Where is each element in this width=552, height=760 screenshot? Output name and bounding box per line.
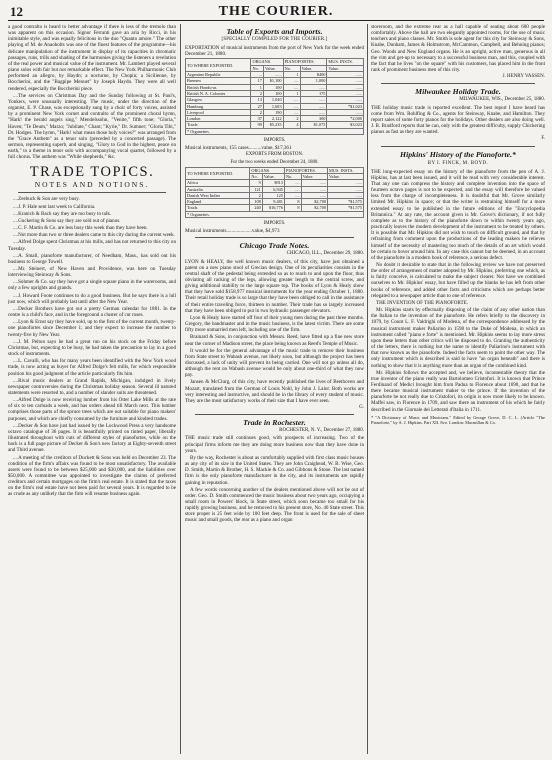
table-group-header: ORGANS. [250, 167, 285, 173]
table-cell: 13 [251, 97, 263, 103]
table-cell: 100 [263, 90, 283, 96]
table-cell: 175 [300, 90, 327, 96]
paragraph: THE holiday music trade is reported excellent. The best report I have heard has come from Wm. Rohlfing & Co., agents for Steinway, Knabe, and Hamilton. They report sales of some forty pianos for the holidays. Other dealers are also doing well. J. B. Bradford reports that he can, only with the greatest difficulty, supply Chickering pianos as fast as they are wanted. [371, 104, 545, 136]
paragraph: ....The services on Christmas Day and the Sunday following at St. Paul's, Yonkers, were unusually interesting. The music, under the direction of the organist, E. P. Chase, was exceptionally sung by a choir of forty voices, assisted by a prominent New York cornet and contralto of the prominent choral hymn, "Hark! the herald angels sing," Mendelssohn, "Venite," fifth tone; "Gloria," Haven; "Te Deum," Marzo; "Jubilate," Chant; "Kyrie," Dr. Sumner; "Gloria Tibi," Dr. Hodges. The hymn, "Hark! what mean those holy voices?" was arranged from the "Grace Anthem" as a tenor solo (preceded by a concerted passage). The sermon, representing superb, and singing, "Glory to God in the highest, peace on earth," to a theme in tenor solo with accompanying vocal quartet, followed by a full chorus. The anthem was "While shepherds," &c. [8, 92, 176, 161]
table-cell: ...... [328, 192, 364, 198]
trade-note: ....Mr. Steinert, of New Haven and Providence, was here on Tuesday interviewing Steinway & Sons. [8, 266, 176, 279]
column-1 [8, 24, 176, 754]
boston-exports-heading: EXPORTS FROM BOSTON. [245, 152, 304, 158]
table-cell: Liverpool [186, 109, 251, 115]
table-cell: 300 [300, 116, 327, 122]
table-group-header: MUS. INSTS. [328, 167, 364, 173]
table-cell: ...... [300, 97, 327, 103]
table-cell: $5,235 [263, 122, 283, 128]
hipkins-article [371, 169, 545, 413]
chicago-signature: G. [359, 405, 364, 411]
table-cell: *$1,023 [327, 103, 364, 109]
table-cell: ...... [301, 186, 327, 192]
table-cell: 8 [284, 199, 301, 205]
table-cell: ...... [328, 186, 364, 192]
section-rule [381, 83, 535, 84]
table-cell: 37 [251, 116, 263, 122]
exports-table-boston [185, 167, 364, 218]
milwaukee-title: Milwaukee Holiday Trade. [415, 87, 501, 97]
table-cell: $1,075 [300, 122, 327, 128]
table-cell: .... [284, 186, 301, 192]
table-subheader: Value. [301, 173, 327, 179]
paragraph: Mr. Hipkins follows the accepted and, we believe, incontestable theory that the true inventor of the piano really was Bartolomeo Cristofori. It is known that Prince Ferdinand of Medici brought him from Padua to Florence about 1690, and that he there became musical instrument maker to the prince. If the invention of the pianoforte be not really due to Cristofori, its origin is now more likely to be known. Maffei saw, in Florence in 1709, and saw there an instrument of his which he fairly described in the Giornale dei Letterati d'Italia in 1711. [371, 369, 545, 413]
rochester-article-continued [371, 24, 545, 73]
column-divider [367, 24, 368, 754]
table-cell: .... [283, 109, 300, 115]
paragraph: THE INVENTION OF THE PIANOFORTE. [376, 299, 468, 306]
table-cell: 2 [250, 192, 262, 198]
table-note: * Organettes. [186, 211, 364, 217]
table-cell: $400 [300, 72, 327, 78]
notes-heading: NOTES AND NOTIONS. [34, 180, 150, 190]
paragraph: LYON & HEALY, the well known music dealers, of this city, have just obtained a patent on a new piano stool of Grecian design. One of its peculiarities consists in the central shaft of the pedestal being extended so as to reach to and upon the floor, thus obviating all racking of the legs, allowing greater length to the central screw, and giving additional stability to the large square top. The books of Lyon & Healy show that they have sold $158,977 musical instruments for the year ending October 1, 1880. Their retail holiday trade is so large that they have been obliged to call in the assistance of their entire traveling force, thirteen in number. Their trade has so largely increased that they have been obliged to put in two hydraulic passenger elevators. [185, 258, 364, 314]
exports-table-new-york [185, 58, 364, 135]
hipkins-byline: BY I. FINCK, M. BOYD. [427, 160, 489, 166]
paragraph: No doubt it desirable to state that in the following review we have not preserved the order of arrangement of matter adopted by Mr. Hipkins, preferring one which, as is fairly conceive, is calculated to make the subject clearer. Nor have we combined ourselves to Mr. Hipkins' essay, but have filled up the blanks he has left from other books of reference, and added other facts and criticisms which are perhaps better relegated to a newspaper article than to one of reference. [371, 262, 545, 299]
table-subheader: No. [250, 173, 262, 179]
table-cell: ...... [327, 72, 364, 78]
table-subheader: Value. [300, 65, 327, 71]
table-cell: 100 [263, 84, 283, 90]
section-rule [381, 146, 535, 147]
table-cell: ...... [328, 180, 364, 186]
milwaukee-signature: F. [541, 136, 545, 142]
column-divider [180, 24, 181, 754]
paragraph: A few words concerning another of the dealers mentioned above will not be out of order. Geo. D. Smith commenced the music business about two years ago, occupying a small room in Powers' block, in State street, which soon became too small for his rapidly growing business, and he removed to his present store, No. 40 State street. This store proper is 25 feet wide by 100 feet deep. The front is used for the sale of sheet music and small goods, the rear as a piano and organ [185, 486, 364, 524]
hipkins-title: Hipkins' History of the Pianoforte.* [400, 149, 516, 159]
table-cell: 121 [250, 186, 262, 192]
table-cell: 99 [251, 122, 263, 128]
table-cell: Hamburg [186, 103, 251, 109]
milwaukee-article [371, 105, 545, 136]
table-cell: ...... [327, 97, 364, 103]
imports-heading: IMPORTS. [263, 221, 286, 227]
table-cell: ...... [301, 192, 327, 198]
table-cell: ...... [263, 72, 283, 78]
table-group-header: PIANOFORTES. [283, 59, 327, 65]
column-2 [185, 24, 364, 754]
table-cell: $2,700 [301, 205, 327, 211]
header-rule [8, 20, 544, 21]
paragraph: Brainard & Sons, in conjunction with Messrs. Reed, have fitted up a fine new store near the corner of Madison street, the place being known as Reed's Temple of Music. [185, 334, 364, 347]
trade-note: ....Decker Brothers have got out a pretty German calendar for 1881. In the centre is a child's face, and in the foreground a cluster of cut roses. [8, 305, 176, 319]
milwaukee-dateline: MILWAUKEE, WIS., December 25, 1880. [459, 97, 545, 103]
trade-note: ....Kranich & Bach say they are too busy to talk. [13, 210, 112, 217]
table-header-cell: TO WHERE EXPORTED. [186, 59, 251, 72]
table-cell: 1 [283, 90, 300, 96]
table-subheader: No. [284, 173, 301, 179]
table-cell: .... [283, 84, 300, 90]
table-cell: 4 [283, 122, 300, 128]
table-cell: British Hondu-as [186, 84, 251, 90]
trade-note: ....C. F. Martin & Co. are less busy this week than they have been. [13, 225, 148, 232]
table-cell: ... [251, 72, 263, 78]
paragraph: Jansen & McClurg, of this city, have recently published the lives of Beethoven and Mozart, translated from the German of Louis Nohl, by John J. Lalor. Both works are very interesting and instructive, and should be in the library of every student of music. They are the most satisfactory works of their size that I have ever seen. [185, 379, 364, 404]
table-cell: London [186, 116, 251, 122]
rochester-article [185, 435, 364, 523]
table-cell: Australia [186, 186, 250, 192]
trade-note: ....Rival music dealers at Grand Rapids, Michigan, indulged in lively newspaper controversies during the Christmas holiday season. Several ill natured statements were resorted to, and a number of slander suits are threatened. [8, 377, 176, 396]
chicago-title: Chicago Trade Notes. [239, 241, 310, 251]
trade-note: ....Alfred Dolge spent Christmas at his mills, and has not returned to this city on Tuesday. [8, 239, 176, 252]
newspaper-title: THE COURIER. [218, 4, 334, 19]
table-cell: 1,000 [300, 78, 327, 84]
table-group-header: PIANOFORTES. [284, 167, 327, 173]
table-cell: 2 [251, 90, 263, 96]
trade-note: ....Not more than two or three dealers came to this city during the current week. [13, 232, 175, 239]
table-cell: .... [283, 78, 300, 84]
table-cell: Bremen [186, 78, 251, 84]
table-cell: 2 [251, 109, 263, 115]
table-cell: ...... [301, 180, 327, 186]
trade-note: ....L. Cavalli, who has for many years been identified with the New York wood trade, is now acting as buyer for Alfred Dolge's felt mills, for which responsible position his good judgment of the article particularly fits him. [8, 358, 176, 377]
paragraph: Mr. Hipkins starts by effectually disposing of the claim of any other nation than the Italian to the invention of the pianoforte. He refers briefly to the discovery in 1879, by Count L. F. Valdrighi of Modena, of the correspondence addressed by the musical instrument maker Paliarino in 1598 to the Duke of Modena, in which an instrument called "piano e forte" is mentioned. Mr. Hipkins seems to lay more stress upon these letters than other critics will be disposed to do. Granting the authenticity of the letters, there is nothing but the name to identify Paliarino's instrument with that now known as the pianoforte. Indeed the facts seem to point the other way. The only instrument which is described is said to have "an organ beneath" and there is nothing to show that it is anything more than an organ of the combined kind. [371, 307, 545, 369]
table-cell: 1 [251, 84, 263, 90]
imports-line: Musical instruments....................value, $4,973 [185, 228, 280, 235]
table-cell: Africa [186, 180, 250, 186]
table-cell: Argentine Republic [186, 72, 251, 78]
table-group-header: ORGANS. [251, 59, 283, 65]
paragraph: It would be for the general advantage of the music trade to remove their business from State street to Wabash avenue, not likely soon, but although the project has been discussed, a lack of unity will prevent its being carried. One will not go unless all do, although the rent on Wabash avenue would be only about one-third of what they now pay. [185, 347, 364, 379]
table-cell: ...... [327, 78, 364, 84]
table-subheader: Value. [328, 173, 364, 179]
table-cell: $16,776 [262, 205, 284, 211]
table-cell: *$1,575 [328, 199, 364, 205]
paragraph: By the way, Rochester is about as comfortably supplied with first class music houses as any city of its size in the United States. They are John Craighead, W. B. Wise, Geo. D. Smith, Martin & Brother, H. S. Mackie & Co. and Gibbons & Stone. The last named firm is the only pianoforte manufacturer in the city, and its instruments are rapidly gaining in reputation. [185, 454, 364, 486]
table-cell: $2,700 [301, 199, 327, 205]
trade-note: ....Zeebuck & Son are very busy. [13, 196, 80, 203]
chicago-dateline: CHICAGO, ILL., December 29, 1880. [286, 251, 364, 257]
trade-note: ....J. P. Hale sent last week to California. [13, 203, 96, 210]
paragraph: storeroom, and the extreme rear as a hall capable of seating about 600 people comfortably. Above the hall are two elegantly appointed rooms, for the use of music teachers and piano classes. Mr. Smith is sole agent for this city for Steinway & Sons, Knabe, Dunham, James & Holmstrom, McCammon, Campbell, and Behning pianos; Geo. Woods and New England organs. He is an upright, active man, generous in all the vim and get-up to necessary to a successful business man, and this, coupled with the fact that he lives "on the square" with his customers, has placed him in the front rank of prominent business men of this city. [371, 24, 545, 74]
trade-note: ....Guckering & Sons say they are sold out of pianos. [13, 217, 121, 224]
imports-line: Musical instruments, 155 cases..........value, $17,361 [185, 145, 292, 152]
table-cell: $3,023 [327, 122, 364, 128]
table-cell: 27 [251, 103, 263, 109]
trade-note: ....Lyon & Ernst say they have sold, up to the first of the current month, twenty-one pianofortes since December 1; and they expect to increase the number to twenty-five by New Year. [8, 319, 176, 338]
table-cell: ...... [327, 109, 364, 115]
imports-heading: IMPORTS. [263, 138, 286, 144]
table-cell: 1,040 [263, 97, 283, 103]
table-cell: ...... [300, 103, 327, 109]
table-cell: 9,481 [262, 199, 284, 205]
exports-subtitle: [SPECIALLY COMPILED FOR THE COURIER.] [221, 37, 328, 42]
table-cell: 240 [250, 205, 262, 211]
table-cell: 6,945 [262, 186, 284, 192]
paragraph: THE long-expected essay on the history of the pianoforte from the pen of A. J. Hipkins, has at last been issued, and it will be read with very considerable interest. That any one can compress the history and complete invention into the space of fourteen octavo pages is not to be expected, and the essay will therefore be valued less from the charge of incompleteness. It is doubtful that Mr. Grove similarly limited Mr. Hipkins in space; or that the writer is restraining himself for a more extended essay to be published in the future editions of the "Encyclopedia Britannica." At any rate, the account given is Mr. Grove's dictionary, if not fully complete as to the history of the pianoforte down to within twenty years ago, practically leaves the modern development of the instrument to be treated by others. It is possible that Mr. Hipkins did not wish to touch on difficult ground, and that by refraining from comment upon the productions of the leading makers he relieves himself of the necessity of mastering too much of the details of an art which would be certain to hover around him. In any case this cannot but be deemed, in an account of the pianoforte in a modern book of reference, a serious defect. [371, 168, 545, 261]
table-cell: ...... [327, 90, 364, 96]
table-cell: 1 [283, 72, 300, 78]
section-rule [195, 414, 354, 415]
rochester-dateline: ROCHESTER, N. Y., December 27, 1880. [279, 428, 364, 434]
trade-topics-heading: TRADE TOPICS. [29, 164, 155, 181]
notes-list [8, 196, 176, 497]
exports-intro: EXPORTATION of musical instruments from the port of New York for the week ended December 21, 1880. [185, 45, 364, 58]
table-subheader: No. [251, 65, 263, 71]
section-rule [195, 237, 354, 238]
trade-note: ....A. Small, pianoforte manufacturer, of Needham, Mass., has sold out his business to George Towell. [8, 252, 176, 265]
table-cell: Totals [186, 122, 251, 128]
trade-note: ....Decker & Son have just had issued by the Lockwood Press a very handsome octavo catalogue of 36 pages. It is beautifully printed on tinted paper, liberally illustrated throughout with cuts of different styles of pianofortes, while on the back is a full page picture of Decker & Son's new factory at Eighty-seventh street and Third avenue. [8, 422, 176, 454]
boston-exports-subtitle: For the two weeks ended December 24, 1880. [230, 159, 319, 165]
table-cell: 2 [283, 116, 300, 122]
trade-note: ....A meeting of the creditors of Duckett & Sons was held on December 23. The condition of the firm's affairs was found to be most unsatisfactory. The available assets were found to be between $25,000 and $30,000, and the liabilities over $50,000. A committee was appointed to investigate the claims of preferred creditors and certain mortgages on the firm's real estate. It is stated that the taxes on the firm's real estate have not been paid for several years. It is regarded to be as crude as any unlikely that the firm will resume business again. [8, 454, 176, 498]
section-rule [18, 192, 166, 193]
trade-note: ....Sohmer & Co. say they have got a single square piano in the warerooms, and only a few uprights and grands. [8, 279, 176, 292]
table-cell: *2,000 [327, 116, 364, 122]
table-cell: .... [283, 103, 300, 109]
rochester-title: Trade in Rochester. [243, 418, 306, 428]
table-cell: 190 [263, 109, 283, 115]
table-subheader: Value. [327, 65, 364, 71]
table-cell: $1,100 [263, 78, 283, 84]
exports-title: Table of Exports and Imports. [226, 27, 323, 36]
table-cell: England [186, 199, 250, 205]
table-cell: .... [283, 97, 300, 103]
table-cell: *$1,575 [328, 205, 364, 211]
table-cell: 125 [262, 192, 284, 198]
paragraph: Lyon & Healy have started off four of their young men during the past three months. Gregory, the bandmaster and in the music business, is the latest victim. There are some fifty more unmarried men left, including one of the firm. [185, 314, 364, 334]
table-cell: 9 [250, 180, 262, 186]
page-header [10, 4, 542, 18]
paragraph: a good contralto is heard to better advantage if there is less of the tremolo than was apparent on this occasion. Signor Ferranti gave an aria by Ricci, in his inimitable style, and was equally felicitous in the duo "Quanto amore." The other playing of M. de Anaoholts was one of the finest features of the programme—his delicate manipulation of the instrument in display of its capacities in chromatic passages, runs, trills and shading of the harmonies giving the listeners a revelation of the real power and musical value of the instrument. Mr. Lambert played several piano solos with fair but not remarkable effect. The New York Philharmonic Club performed an allegro, by Haydn; a nocturne, by Chopin; a Sicilienne, by Boccherini, and the "Bagpipe Menuet" by Joseph Haydn. They were all well rendered, especially the Boccherini piece. [8, 24, 176, 92]
page-number: 12 [10, 4, 23, 19]
table-cell: 108 [250, 199, 262, 205]
footnote: * "A Dictionary of Music and Musicians." Edited by George Grove, D. C. L. (Article "The Pianoforte," by A. J. Hipkins. Part XII. 8vo. London: Macmillan & Co. [371, 414, 545, 425]
table-subheader: Value. [262, 173, 284, 179]
rochester-signature: J. HENRY VASSEN. [502, 74, 545, 80]
table-cell: 1,683 [263, 103, 283, 109]
table-cell: Danish West Indies [186, 192, 250, 198]
table-cell: $913 [262, 180, 284, 186]
table-cell: 17 [251, 78, 263, 84]
column-3 [371, 24, 545, 754]
table-cell: ...... [327, 84, 364, 90]
trade-note: ....J. Howard Foote continues to do a good business. But he says there is a lull just now, which will probably last until after the New Year. [8, 292, 176, 305]
table-header-cell: TO WHERE EXPORTED. [186, 167, 250, 180]
table-cell: .... [284, 192, 301, 198]
table-subheader: No. [283, 65, 300, 71]
paragraph: THE music trade still continues good, with prospects of increasing. Two of the principal firms inform me they are doing more business now than they have done in years. [185, 435, 364, 454]
table-note: * Organettes. [186, 128, 364, 134]
table-cell: ...... [300, 109, 327, 115]
table-cell: Glasgow [186, 97, 251, 103]
trade-note: ....J. M. Pelton says he had a great run on his stock on the Friday before Christmas, but, expecting to be busy, he had taken the precaution to lay in a good stock of instruments. [8, 338, 176, 358]
table-group-header: MUS. INSTS. [327, 59, 364, 65]
chicago-article [185, 259, 364, 405]
trade-note: ....Alfred Dolge is now receiving lumber from his Otter Lake Mills at the rate of six to ten carloads a week, and has orders ahead till March next. This lumber comprises those parts of the spruce trees which are not suitable for piano makers' purposes, and which are chiefly consumed by the furniture and kindred trades. [8, 397, 176, 422]
table-cell: 2,122 [263, 116, 283, 122]
table-cell: .... [284, 180, 301, 186]
table-subheader: Value. [263, 65, 283, 71]
table-cell: ...... [300, 84, 327, 90]
table-cell: Totals [186, 205, 250, 211]
table-cell: 8 [284, 205, 301, 211]
table-cell: British N. A. Colonies [186, 90, 251, 96]
